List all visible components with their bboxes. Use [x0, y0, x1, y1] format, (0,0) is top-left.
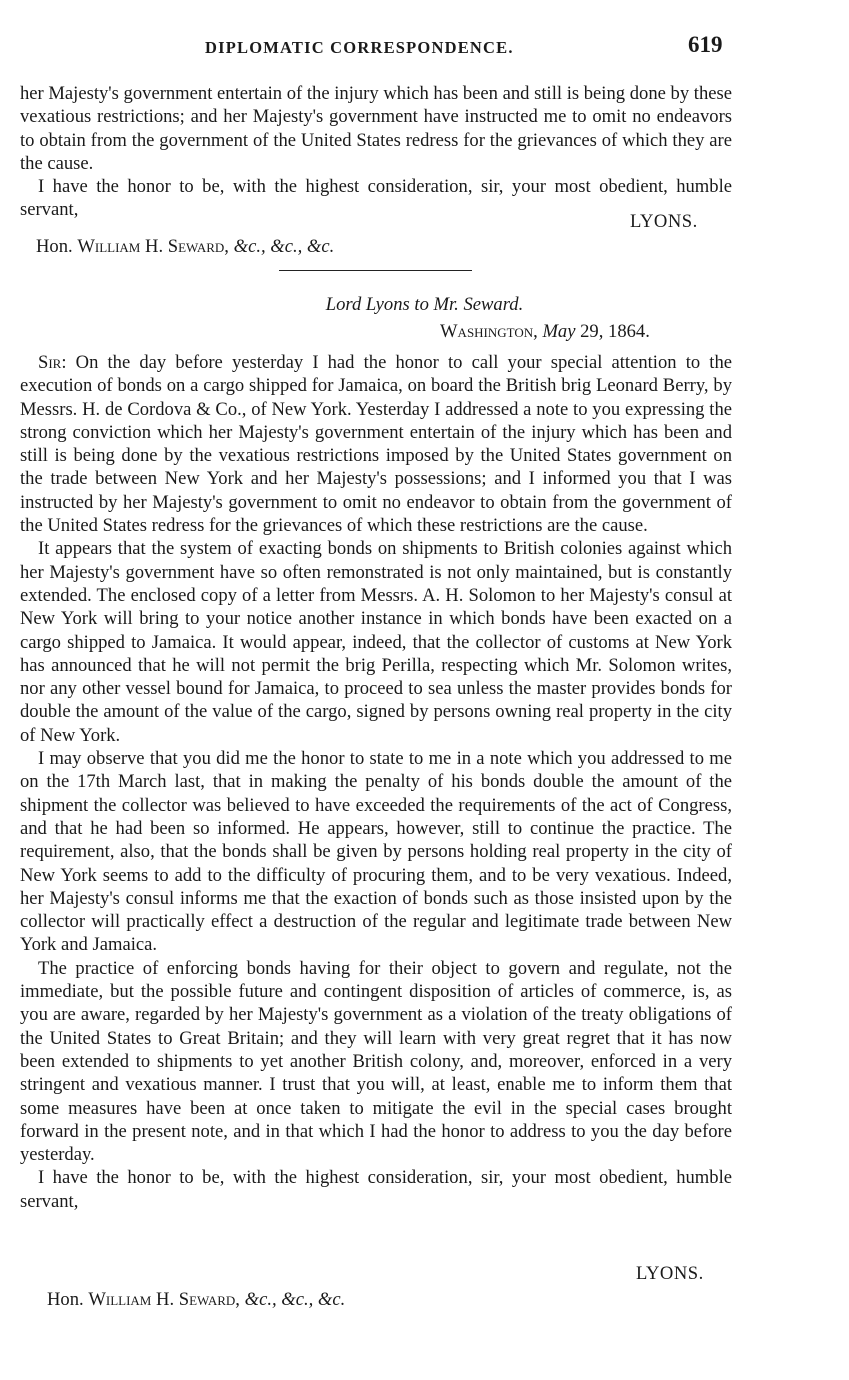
dateline-day-year: 29, 1864.: [575, 321, 650, 342]
letter-2-closing: I have the honor to be, with the highest consideration, sir, your most obedient, humble servant,: [20, 1167, 732, 1212]
letter-1-paragraph-1: her Majesty's government entertain of the injury which has been and still is being done by these vexatious restrictions; and her Majesty's government have instructed me to omit no endeavors to obtain from the government of the United States redress for the grievances of which they are the cause.: [20, 83, 732, 174]
addressee-suffix: &c., &c., &c.: [228, 236, 335, 257]
running-title: DIPLOMATIC CORRESPONDENCE.: [205, 38, 514, 57]
dateline-place: Washington,: [440, 321, 538, 342]
letter-2-dateline: [440, 321, 650, 343]
addressee-suffix: &c., &c., &c.: [239, 1289, 346, 1310]
letter-2-paragraph-2: It appears that the system of exacting bonds on shipments to British colonies against which her Majesty's government have so often remonstrated is not only maintained, but is constantly extended. The enclosed copy of a letter from Messrs. A. H. Solomon to her Majesty's consul at New York will bring to your notice another instance in which bonds have been exacted on a cargo shipped to Jamaica. It would appear, indeed, that the collector of customs at New York has announced that he will not permit the brig Perilla, respecting which Mr. Solomon writes, nor any other vessel bound for Jamaica, to proceed to sea unless the master provides bonds for double the amount of the value of the cargo, signed by persons owning real property in the city of New York.: [20, 538, 732, 746]
addressee-name: William H. Seward,: [77, 236, 229, 257]
addressee-prefix: Hon.: [47, 1289, 89, 1310]
section-divider: [279, 270, 472, 271]
letter-2-paragraph-3: I may observe that you did me the honor to state to me in a note which you addressed to me on the 17th March last, that in making the penalty of his bonds double the amount of the shipment the collector was believed to have exceeded the requirements of the act of Congress, and that he had been so informed. He appears, however, still to continue the practice. The requirement, also, that the bonds shall be given by persons holding real property in the city of New York seems to add to the difficulty of procuring them, and to be very vexatious. Indeed, her Majesty's consul informs me that the exaction of bonds such as those insisted upon by the collector will practically effect a destruction of the regular and legitimate trade between New York and Jamaica.: [20, 748, 732, 956]
letter-2-heading: Lord Lyons to Mr. Seward.: [325, 294, 524, 315]
letter-2-paragraph-4: The practice of enforcing bonds having for their object to govern and regulate, not the immediate, but the possible future and contingent disposition of articles of commerce, is, as you are aware, regarded by her Majesty's government as a violation of the treaty obligations of the United States to Great Britain; and they will learn with very great regret that it has now been extended to shipments to yet another British colony, and, moreover, enforced in a very stringent and vexatious manner. I trust that you will, at least, enable me to inform them that some measures have been at once taken to mitigate the evil in the special cases brought forward in the present note, and in that which I had the honor to address to you the day before yesterday.: [20, 957, 732, 1166]
page-number: 619: [688, 32, 723, 57]
letter-1-closing: I have the honor to be, with the highest consideration, sir, your most obedient, humble servant,: [20, 176, 732, 221]
letter-2-body: [20, 351, 732, 1213]
addressee-name: William H. Seward,: [88, 1289, 240, 1310]
letter-1-body: [20, 82, 732, 222]
addressee-prefix: Hon.: [36, 236, 78, 257]
dateline-month: May: [537, 321, 576, 342]
running-header: [0, 30, 849, 64]
letter-2-paragraph-1-text: On the day before yesterday I had the honor to call your special attention to the execution of bonds on a cargo shipped for Jamaica, on board the British brig Leonard Berry, by Messrs. H. de Cordova & Co., of New York. Yesterday I addressed a note to you expressing the strong conviction which her Majesty's government entertain of the injury which has been and still is being done by the vexatious restrictions imposed by the United States government on the trade between New York and her Majesty's possessions; and I informed you that I was instructed by her Majesty's government to omit no endeavor to obtain from the government of the United States redress for the grievances of which these restrictions are the cause.: [20, 352, 732, 537]
salutation: Sir:: [38, 352, 67, 373]
letter-1-addressee: [36, 236, 334, 258]
letter-2-signature: LYONS.: [636, 1263, 704, 1284]
letter-2-paragraph-1: [20, 351, 732, 537]
letter-1-signature: LYONS.: [630, 211, 698, 232]
letter-2-addressee: [47, 1289, 345, 1311]
